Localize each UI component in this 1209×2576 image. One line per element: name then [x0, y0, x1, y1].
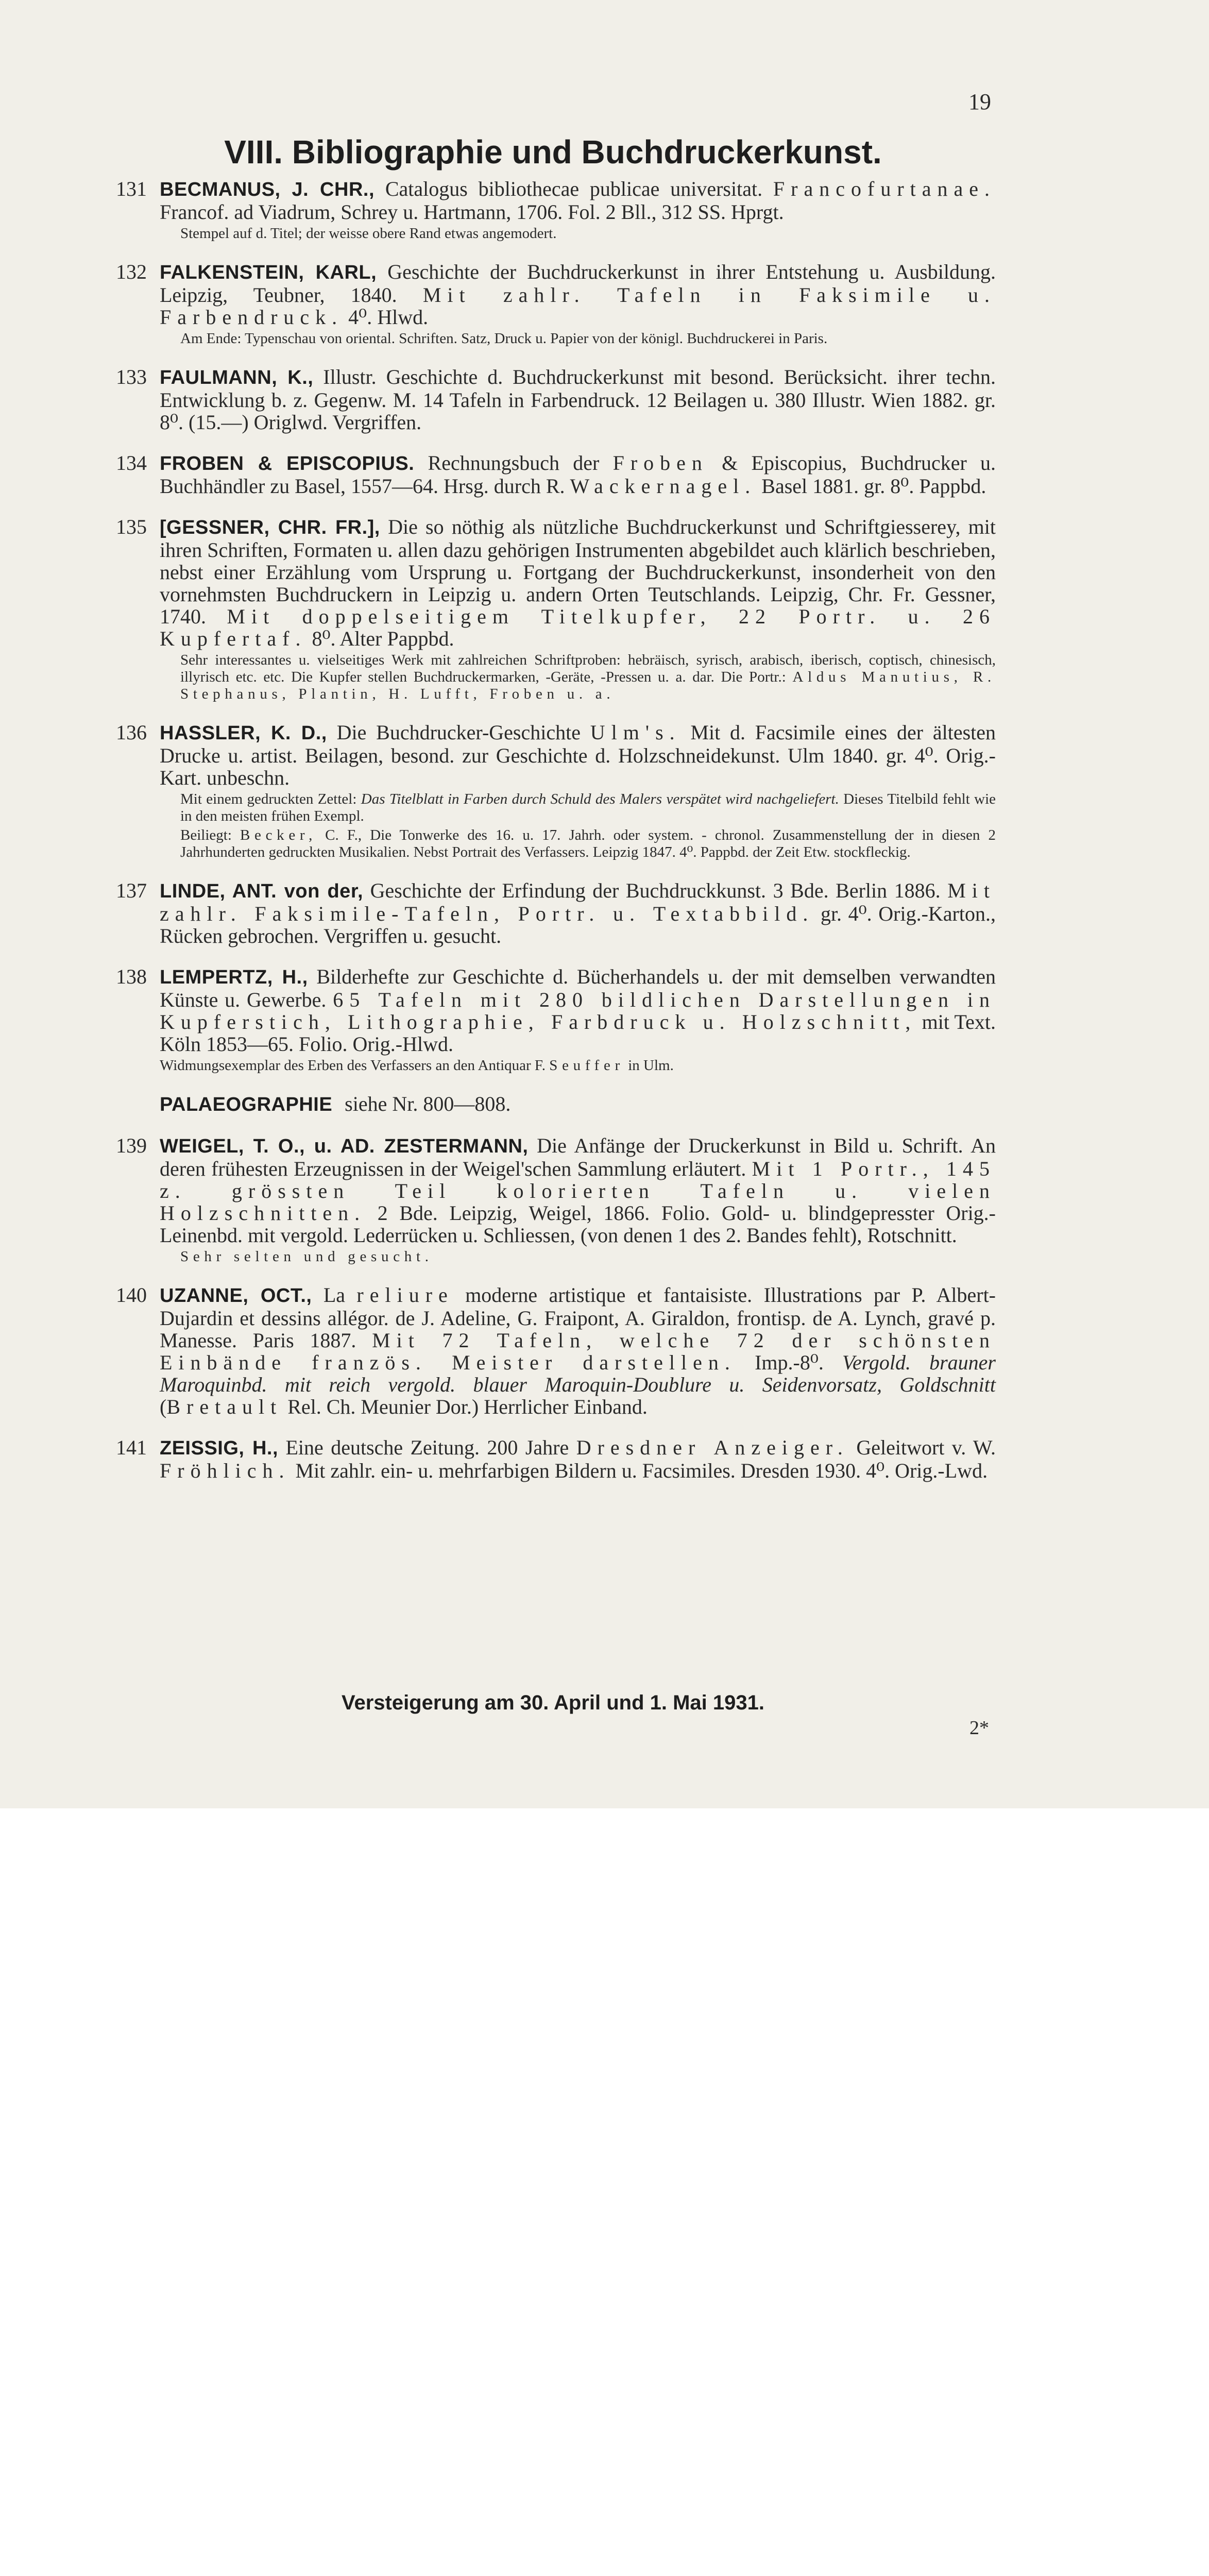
entry-text: LEMPERTZ, H., Bilderhefte zur Geschichte d. Bücherhandels u. der mit demselben verwandten Künste u. Gewerbe. 65 Tafeln mit 280 bildlichen Darstellungen in Kupferstich, Lithographie, Farbdruck u. Holzschnitt, mit Text. Köln 1853—65. Folio. Orig.-Hlwd. — [160, 965, 996, 1056]
entry-number: 132 — [116, 260, 147, 283]
catalog-entry — [116, 261, 996, 347]
catalog-entries — [116, 178, 996, 1500]
catalog-entry — [116, 721, 996, 861]
signature-mark: 2* — [969, 1717, 989, 1739]
catalog-entry — [116, 516, 996, 703]
entry-author: UZANNE, OCT., — [160, 1285, 312, 1307]
entry-number: 131 — [116, 177, 147, 200]
catalog-entry — [116, 1134, 996, 1265]
catalog-entry — [116, 965, 996, 1074]
cross-reference — [160, 1093, 996, 1116]
entry-author: ZEISSIG, H., — [160, 1437, 279, 1459]
entry-note: Mit einem gedruckten Zettel: Das Titelblatt in Farben durch Schuld des Malers verspätet wird nachgeliefert. Dieses Titelbild fehlt wie in den meisten frühen Exempl. — [180, 791, 996, 824]
entry-text: [GESSNER, CHR. FR.], Die so nöthig als nützliche Buchdruckerkunst und Schriftgiesserey, mit ihren Schriften, Formaten u. allen dazu gehörigen Instrumenten abgebildet auch klärlich beschrieben, nebst einer Erzählung vom Ursprung u. Fortgang der Buchdruckerkunst, insonderheit von den vornehmsten Buchdruckern in Leipzig u. andern Orten Teutschlands. Leipzig, Chr. Fr. Gessner, 1740. Mit doppelseitigem Titelkupfer, 22 Portr. u. 26 Kupfertaf. 8⁰. Alter Pappbd. — [160, 515, 996, 650]
page-number: 19 — [968, 89, 991, 114]
entry-text: LINDE, ANT. von der, Geschichte der Erfindung der Buchdruckkunst. 3 Bde. Berlin 1886. Mit zahlr. Faksimile-Tafeln, Portr. u. Textabbild. gr. 4⁰. Orig.-Karton., Rücken gebrochen. Vergriffen u. gesucht. — [160, 879, 996, 947]
auction-date-footer: Versteigerung am 30. April und 1. Mai 1931. — [341, 1691, 765, 1714]
catalog-entry — [116, 1436, 996, 1482]
entry-number: 136 — [116, 721, 147, 744]
catalog-entry — [116, 452, 996, 497]
catalog-entry — [116, 879, 996, 947]
entry-number: 140 — [116, 1283, 147, 1307]
entry-author: HASSLER, K. D., — [160, 722, 327, 744]
catalog-entry — [116, 366, 996, 433]
entry-note: Sehr interessantes u. vielseitiges Werk mit zahlreichen Schriftproben: hebräisch, syrisch, arabisch, iberisch, coptisch, chinesisch, illyrisch etc. etc. Die Kupfer stellen Buchdruckermarken, -Geräte, -Pressen u. a. dar. Die Portr.: Aldus Manutius, R. Stephanus, Plantin, H. Lufft, Froben u. a. — [180, 652, 996, 702]
entry-number: 133 — [116, 365, 147, 388]
catalog-entry — [116, 178, 996, 242]
entry-author: [GESSNER, CHR. FR.], — [160, 517, 380, 538]
entry-note: Widmungsexemplar des Erben des Verfassers an den Antiquar F. Seuffer in Ulm. — [160, 1057, 674, 1074]
entry-note: Stempel auf d. Titel; der weisse obere Rand etwas angemodert. — [180, 225, 557, 242]
entry-text: ZEISSIG, H., Eine deutsche Zeitung. 200 Jahre Dresdner Anzeiger. Geleitwort v. W. Fröhlich. Mit zahlr. ein- u. mehrfarbigen Bildern u. Facsimiles. Dresden 1930. 4⁰. Orig.-Lwd. — [160, 1436, 996, 1482]
entry-text: UZANNE, OCT., La reliure moderne artistique et fantaisiste. Illustrations par P. Albert-Dujardin et dessins allégor. de J. Adeline, G. Fraipont, A. Giraldon, frontisp. de A. Lynch, gravé p. Manesse. Paris 1887. Mit 72 Tafeln, welche 72 der schönsten Einbände französ. Meister darstellen. Imp.-8⁰. Vergold. brauner Maroquinbd. mit reich vergold. blauer Maroquin-Doublure u. Seidenvorsatz, Goldschnitt (Bretault Rel. Ch. Meunier Dor.) Herrlicher Einband. — [160, 1283, 996, 1418]
entry-author: LEMPERTZ, H., — [160, 967, 308, 988]
entry-text: BECMANUS, J. CHR., Catalogus bibliothecae publicae universitat. Francofurtanae. Francof. ad Viadrum, Schrey u. Hartmann, 1706. Fol. 2 Bll., 312 SS. Hprgt. — [160, 177, 996, 224]
entry-author: FAULMANN, K., — [160, 367, 314, 388]
entry-number: 138 — [116, 965, 147, 988]
section-title: VIII. Bibliographie und Buchdruckerkunst. — [224, 133, 882, 171]
entry-text: WEIGEL, T. O., u. AD. ZESTERMANN, Die Anfänge der Druckerkunst in Bild u. Schrift. An deren frühesten Erzeugnissen in der Weigel'schen Sammlung erläutert. Mit 1 Portr., 145 z. grössten Teil kolorierten Tafeln u. vielen Holzschnitten. 2 Bde. Leipzig, Weigel, 1866. Folio. Gold- u. blindgepresster Orig.-Leinenbd. mit vergold. Lederrücken u. Schliessen, (von denen 1 des 2. Bandes fehlt), Rotschnitt. — [160, 1134, 996, 1247]
cross-ref-text: siehe Nr. 800—808. — [345, 1092, 511, 1115]
catalog-entry — [116, 1284, 996, 1418]
entry-number: 141 — [116, 1436, 147, 1459]
entry-author: FROBEN & EPISCOPIUS. — [160, 453, 415, 474]
entry-note: Beiliegt: Becker, C. F., Die Tonwerke des 16. u. 17. Jahrh. oder system. - chronol. Zusammenstellung der in diesen 2 Jahrhunderten gedruckten Musikalien. Nebst Portrait des Verfassers. Leipzig 1847. 4⁰. Pappbd. der Zeit Etw. stockfleckig. — [180, 827, 996, 860]
entry-author: WEIGEL, T. O., u. AD. ZESTERMANN, — [160, 1136, 529, 1157]
entry-text: HASSLER, K. D., Die Buchdrucker-Geschichte Ulm's. Mit d. Facsimile eines der ältesten Drucke u. artist. Beilagen, besond. zur Geschichte d. Holzschneidekunst. Ulm 1840. gr. 4⁰. Orig.-Kart. unbeschn. — [160, 721, 996, 789]
entry-number: 139 — [116, 1134, 147, 1157]
entry-number: 134 — [116, 451, 147, 474]
digitization-footer — [0, 1808, 1209, 1900]
entry-note: Am Ende: Typenschau von oriental. Schriften. Satz, Druck u. Papier von der königl. Buchdruckerei in Paris. — [180, 330, 828, 347]
entry-note: Sehr selten und gesucht. — [180, 1248, 433, 1265]
entry-number: 135 — [116, 515, 147, 538]
entry-text: FAULMANN, K., Illustr. Geschichte d. Buchdruckerkunst mit besond. Berücksicht. ihrer techn. Entwicklung b. z. Gegenw. M. 14 Tafeln in Farbendruck. 12 Beilagen u. 380 Illustr. Wien 1882. gr. 8⁰. (15.—) Origlwd. Vergriffen. — [160, 365, 996, 434]
entry-author: LINDE, ANT. von der, — [160, 880, 364, 902]
entry-text: FROBEN & EPISCOPIUS. Rechnungsbuch der Froben & Episcopius, Buchdrucker u. Buchhändler zu Basel, 1557—64. Hrsg. durch R. Wackernagel. Basel 1881. gr. 8⁰. Pappbd. — [160, 451, 996, 498]
entry-author: BECMANUS, J. CHR., — [160, 179, 375, 200]
entry-number: 137 — [116, 879, 147, 902]
cross-ref-subject: PALAEOGRAPHIE — [160, 1094, 333, 1115]
entry-author: FALKENSTEIN, KARL, — [160, 262, 377, 283]
entry-text: FALKENSTEIN, KARL, Geschichte der Buchdruckerkunst in ihrer Entstehung u. Ausbildung. Leipzig, Teubner, 1840. Mit zahlr. Tafeln in Faksimile u. Farbendruck. 4⁰. Hlwd. — [160, 260, 996, 329]
